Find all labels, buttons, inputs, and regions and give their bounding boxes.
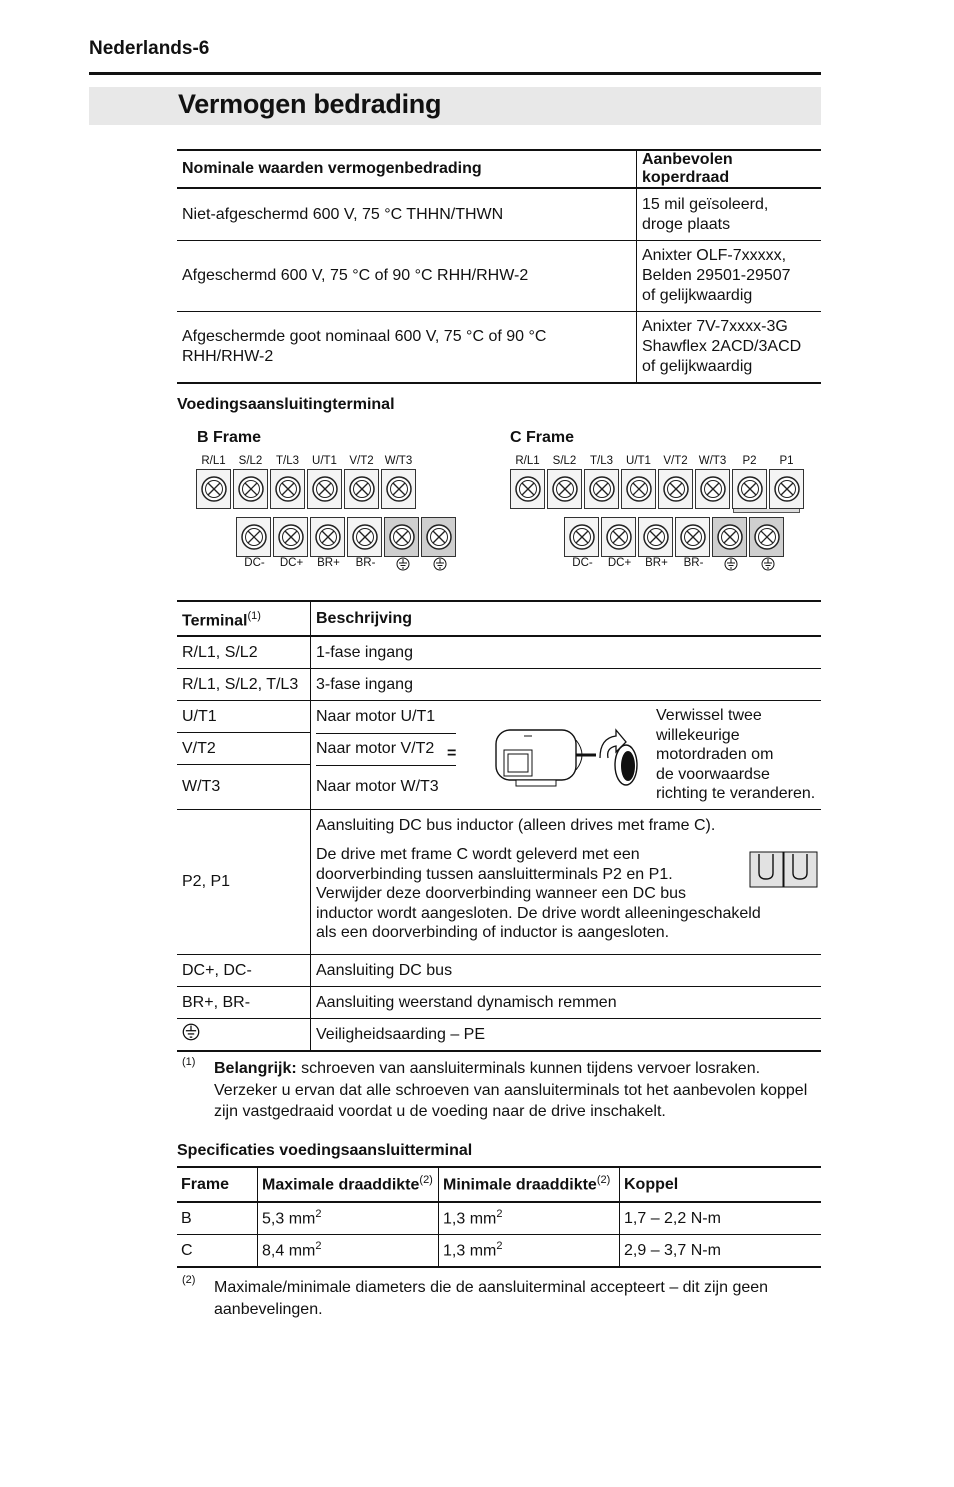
terminal-screw — [510, 469, 545, 509]
spec-header-min: Minimale draaddikte$^{(2)}$ — [439, 1167, 620, 1202]
footnote-1-mark: (1) — [182, 1056, 196, 1068]
terminal-screw — [584, 469, 619, 509]
terminal-screw — [347, 517, 382, 557]
terminal-screw — [310, 517, 345, 557]
table-row — [177, 810, 821, 955]
terminal-cell: P2, P1 — [177, 810, 311, 955]
motor-icon — [488, 720, 643, 792]
table-row — [177, 312, 821, 384]
c-frame-label: C Frame — [510, 429, 575, 446]
page-title: Vermogen bedrading — [178, 89, 442, 119]
terminal-screw — [307, 469, 342, 509]
spec-header-torque: Koppel — [620, 1167, 822, 1202]
description-cell: Veiligheidsaarding – PE — [316, 1025, 486, 1043]
description-cell: Naar motor W/T3 — [311, 765, 822, 810]
terminal-screw — [270, 469, 305, 509]
b-frame-top-terminals — [196, 469, 418, 509]
b-frame-top-labels: R/L1 S/L2 T/L3 U/T1 V/T2 W/T3 — [201, 455, 413, 467]
description-cell: Naar motor V/T2 — [311, 733, 822, 765]
ground-terminal-screw — [749, 517, 784, 557]
ground-terminal-screw — [384, 517, 419, 557]
terminal-screw — [601, 517, 636, 557]
table-row — [177, 955, 821, 987]
spec-section-label: Specificaties voedingsaansluitterminal — [177, 1142, 473, 1159]
description-header: Beschrijving — [311, 601, 822, 636]
terminal-screw — [695, 469, 730, 509]
c-frame-bottom-terminals — [564, 517, 786, 557]
table-row — [177, 1202, 821, 1235]
terminal-cell: R/L1, S/L2, T/L3 — [177, 669, 311, 701]
description-cell: 1-fase ingang — [311, 636, 822, 669]
table-row — [177, 188, 821, 241]
wiring-wire: 15 mil geïsoleerd, droge plaats — [637, 188, 822, 241]
terminal-screw — [233, 469, 268, 509]
ground-icon — [724, 557, 738, 571]
terminal-screw — [196, 469, 231, 509]
terminal-screw — [344, 469, 379, 509]
footnote-2-mark: (2) — [182, 1274, 196, 1286]
spec-header-frame: Frame — [177, 1167, 258, 1202]
p2-p1-jumper — [733, 509, 800, 513]
spec-max: 8,4 $mm^2$ — [258, 1235, 439, 1268]
wiring-table — [177, 149, 821, 384]
spec-max: 5,3 $mm^2$ — [258, 1202, 439, 1235]
header-rule — [89, 72, 821, 75]
ground-icon — [761, 557, 775, 571]
terminal-screw — [769, 469, 804, 509]
terminal-table — [177, 600, 821, 1052]
terminal-cell: DC+, DC- — [177, 955, 311, 987]
spec-torque: 1,7 – 2,2 N-m — [620, 1202, 822, 1235]
ground-terminal-screw — [421, 517, 456, 557]
motor-direction-note: Verwissel twee willekeurige motordraden om de voorwaardse richting te veranderen. — [656, 707, 816, 802]
terminal-header: Terminal$^{(1)}$ — [177, 601, 311, 636]
wiring-rating: Afgeschermd 600 V, 75 °C of 90 °C RHH/RHW-2 — [177, 241, 637, 312]
description-cell: Aansluiting weerstand dynamisch remmen — [311, 987, 822, 1019]
terminal-screw — [236, 517, 271, 557]
equals-sign: = — [447, 745, 457, 762]
terminal-screw — [675, 517, 710, 557]
spec-torque: 2,9 – 3,7 N-m — [624, 1241, 721, 1259]
wiring-header-rating: Nominale waarden vermogenbedrading — [177, 150, 637, 188]
b-frame-bottom-labels: DC- DC+ BR+ BR- — [236, 557, 458, 574]
ground-terminal-screw — [712, 517, 747, 557]
table-row — [177, 636, 821, 669]
spec-frame: B — [177, 1202, 258, 1235]
table-row — [177, 241, 821, 312]
description-cell: Naar motor U/T1 — [311, 701, 822, 733]
c-frame-top-terminals — [510, 469, 806, 509]
terminal-cell: BR+, BR- — [177, 987, 311, 1019]
description-cell: Aansluiting DC bus inductor (alleen drives met frame C). De drive met frame C wordt geleverd met een doorverbinding tussen aansluitterminals P2 en P1. Verwijder deze doorverbinding wanneer een DC bus inductor wordt aangesloten. De drive wordt alleeningeschakeld als een doorverbinding of inductor is aangesloten. — [311, 810, 822, 955]
terminal-screw — [547, 469, 582, 509]
page-label: Nederlands-6 — [89, 38, 210, 59]
terminal-screw — [638, 517, 673, 557]
table-row — [177, 669, 821, 701]
spec-min: 1,3 $mm^2$ — [439, 1202, 620, 1235]
terminal-cell: W/T3 — [177, 765, 311, 810]
terminal-screw — [381, 469, 416, 509]
ground-icon — [396, 557, 410, 571]
terminal-cell: V/T2 — [177, 733, 311, 765]
description-cell: 3-fase ingang — [311, 669, 822, 701]
terminal-screw — [732, 469, 767, 509]
ground-icon — [182, 1023, 200, 1041]
terminal-screw — [564, 517, 599, 557]
jumper-icon — [749, 851, 819, 889]
table-row — [177, 1235, 821, 1268]
c-frame-top-labels: R/L1 S/L2 T/L3 U/T1 V/T2 W/T3 P2 P1 — [515, 455, 794, 467]
b-frame-bottom-terminals — [236, 517, 458, 557]
terminal-screw — [658, 469, 693, 509]
wiring-wire: Anixter 7V-7xxxx-3G Shawflex 2ACD/3ACD of gelijkwaardig — [642, 318, 802, 375]
footnote-2: Maximale/minimale diameters die de aansluiterminal accepteert – dit zijn geen aanbevelingen. — [214, 1279, 769, 1318]
c-frame-bottom-labels: DC- DC+ BR+ BR- — [564, 557, 786, 574]
terminal-screw — [273, 517, 308, 557]
terminal-section-label: Voedingsaansluitingterminal — [177, 396, 395, 413]
spec-header-max: Maximale draaddikte$^{(2)}$ — [258, 1167, 439, 1202]
spec-min: 1,3 $mm^2$ — [439, 1235, 620, 1268]
wiring-rating: Niet-afgeschermd 600 V, 75 °C THHN/THWN — [177, 188, 637, 241]
terminal-cell: R/L1, S/L2 — [177, 636, 311, 669]
terminal-screw — [621, 469, 656, 509]
wiring-rating: Afgeschermde goot nominaal 600 V, 75 °C of 90 °C RHH/RHW-2 — [177, 312, 637, 384]
description-cell: Aansluiting DC bus — [311, 955, 822, 987]
spec-frame: C — [177, 1235, 258, 1268]
b-frame-label: B Frame — [197, 429, 262, 446]
table-row — [177, 1019, 821, 1052]
wiring-wire: Anixter OLF-7xxxxx, Belden 29501-29507 of gelijkwaardig — [637, 241, 822, 312]
table-row — [177, 987, 821, 1019]
terminal-cell: U/T1 — [177, 701, 311, 733]
ground-icon — [433, 557, 447, 571]
wiring-header-wire: Aanbevolen koperdraad — [637, 150, 822, 188]
ground-terminal-cell — [177, 1019, 311, 1052]
spec-table — [177, 1166, 821, 1268]
footnote-1: Belangrijk: schroeven van aansluiterminals kunnen tijdens vervoer losraken. Verzeker u ervan dat alle schroeven van aansluiterminals tot het aanbevolen koppel zijn vastgedraaid voordat u de voeding naar de drive inschakelt. — [214, 1060, 808, 1120]
